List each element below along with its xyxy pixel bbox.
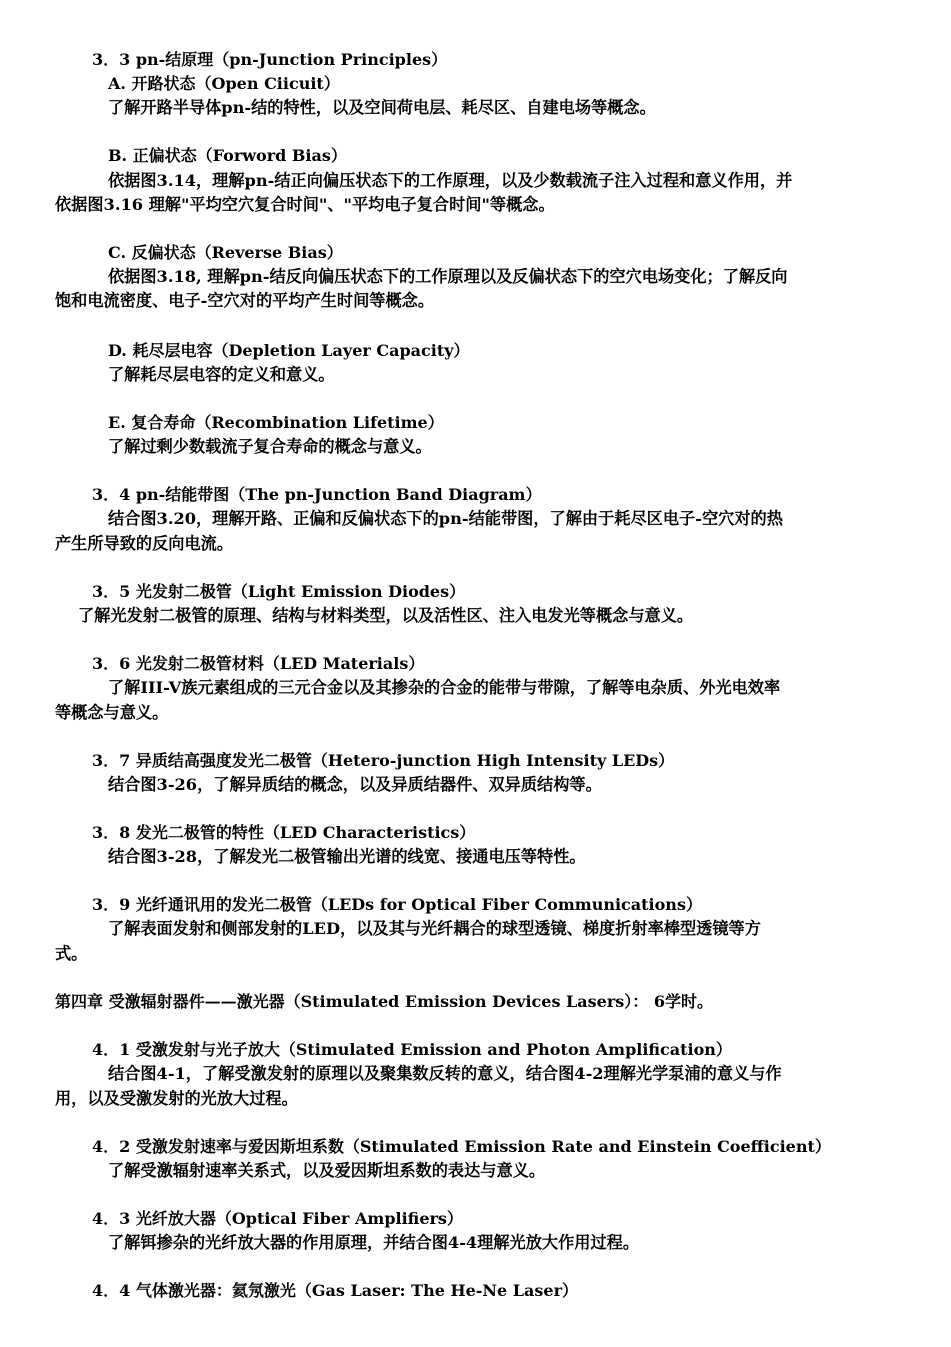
section-3-3-e-title: E. 复合寿命（Recombination Lifetime）	[108, 413, 444, 432]
section-3-3-title: 3．3 pn-结原理（pn-Junction Principles）	[92, 50, 448, 69]
section-3-4-title: 3．4 pn-结能带图（The pn-Junction Band Diagram）	[92, 485, 542, 504]
section-3-7-body: 结合图3-26，了解异质结的概念，以及异质结器件、双异质结构等。	[108, 775, 602, 794]
section-4-1-body-line1: 结合图4-1，了解受激发射的原理以及聚集数反转的意义，结合图4-2理解光学泵浦的意义与作	[108, 1064, 782, 1083]
section-3-3-d-title: D. 耗尽层电容（Depletion Layer Capacity）	[108, 341, 470, 360]
section-3-5-body: 了解光发射二极管的原理、结构与材料类型，以及活性区、注入电发光等概念与意义。	[78, 606, 694, 625]
chapter-4-title: 第四章 受激辐射器件——激光器（Stimulated Emission Devices Lasers）： 6学时。	[55, 992, 713, 1011]
section-3-3-a-title: A. 开路状态（Open Ciicuit）	[108, 74, 340, 93]
section-3-6-body-line1: 了解III-V族元素组成的三元合金以及其掺杂的合金的能带与带隙，了解等电杂质、外光电效率	[108, 678, 781, 697]
section-3-3-c-title: C. 反偏状态（Reverse Bias）	[108, 243, 343, 262]
section-4-2-body: 了解受激辐射速率关系式，以及爱因斯坦系数的表达与意义。	[108, 1161, 546, 1180]
section-3-8-body: 结合图3-28，了解发光二极管输出光谱的线宽、接通电压等特性。	[108, 847, 586, 866]
section-3-6-title: 3．6 光发射二极管材料（LED Materials）	[92, 654, 425, 673]
section-3-6-body-line2: 等概念与意义。	[55, 703, 169, 722]
section-3-3-b-body-line1: 依据图3.14，理解pn-结正向偏压状态下的工作原理，以及少数载流子注入过程和意义作用，并	[108, 171, 793, 190]
section-3-8-title: 3．8 发光二极管的特性（LED Characteristics）	[92, 823, 476, 842]
section-3-5-title: 3．5 光发射二极管（Light Emission Diodes）	[92, 582, 466, 601]
section-3-4-body-line1: 结合图3.20，理解开路、正偏和反偏状态下的pn-结能带图，了解由于耗尽区电子-空穴对的热	[108, 509, 783, 528]
section-3-3-e-body: 了解过剩少数载流子复合寿命的概念与意义。	[108, 437, 432, 456]
section-3-3-d-body: 了解耗尽层电容的定义和意义。	[108, 365, 335, 384]
section-3-3-c-body-line2: 饱和电流密度、电子-空穴对的平均产生时间等概念。	[55, 291, 435, 310]
section-3-9-body-line2: 式。	[55, 944, 88, 963]
section-3-9-body-line1: 了解表面发射和侧部发射的LED，以及其与光纤耦合的球型透镜、梯度折射率棒型透镜等方	[108, 919, 761, 938]
section-4-4-title: 4．4 气体激光器：氦氖激光（Gas Laser: The He-Ne Laser）	[92, 1281, 578, 1300]
section-3-3-b-title: B. 正偏状态（Forword Bias）	[108, 146, 347, 165]
section-3-4-body-line2: 产生所导致的反向电流。	[55, 534, 234, 553]
section-4-1-title: 4．1 受激发射与光子放大（Stimulated Emission and Photon Amplification）	[92, 1040, 732, 1059]
section-4-2-title: 4．2 受激发射速率与爱因斯坦系数（Stimulated Emission Rate and Einstein Coefficient）	[92, 1137, 831, 1156]
section-4-3-body: 了解铒掺杂的光纤放大器的作用原理，并结合图4-4理解光放大作用过程。	[108, 1233, 640, 1252]
section-3-9-title: 3．9 光纤通讯用的发光二极管（LEDs for Optical Fiber Communications）	[92, 895, 702, 914]
section-3-3-a-body: 了解开路半导体pn-结的特性，以及空间荷电层、耗尽区、自建电场等概念。	[108, 98, 656, 117]
section-3-7-title: 3．7 异质结高强度发光二极管（Hetero-junction High Intensity LEDs）	[92, 751, 675, 770]
section-4-1-body-line2: 用，以及受激发射的光放大过程。	[55, 1089, 298, 1108]
section-3-3-b-body-line2: 依据图3.16 理解"平均空穴复合时间"、"平均电子复合时间"等概念。	[55, 195, 555, 214]
section-3-3-c-body-line1: 依据图3.18, 理解pn-结反向偏压状态下的工作原理以及反偏状态下的空穴电场变化；了解反向	[108, 267, 788, 286]
section-4-3-title: 4．3 光纤放大器（Optical Fiber Amplifiers）	[92, 1209, 463, 1228]
